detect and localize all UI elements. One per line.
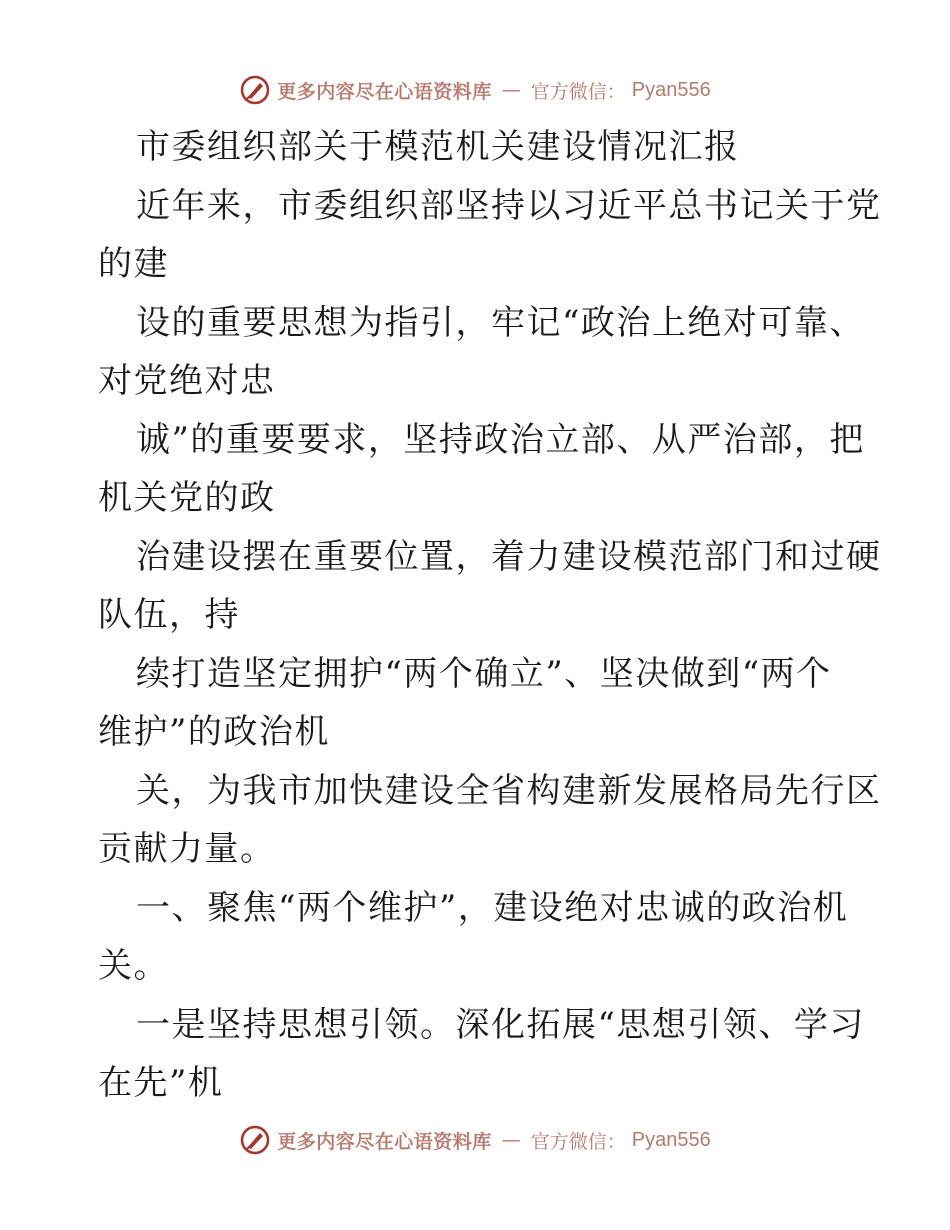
header-watermark bbox=[0, 70, 950, 110]
watermark-group bbox=[239, 1124, 711, 1156]
watermark-text: 更多内容尽在心语资料库 bbox=[277, 1130, 492, 1153]
watermark-wechat-label: 官方微信： bbox=[530, 80, 626, 103]
text-line: 关。 bbox=[98, 946, 169, 986]
text-line: 近年来，市委组织部坚持以习近平总书记关于党 bbox=[136, 185, 882, 226]
quill-circle-icon bbox=[239, 74, 271, 106]
watermark-group bbox=[239, 74, 711, 106]
document-body bbox=[98, 118, 882, 1113]
watermark-wechat-id: Pyan556 bbox=[631, 1128, 711, 1151]
watermark-separator: — bbox=[501, 1129, 521, 1151]
text-line: 一是坚持思想引领。深化拓展“思想引领、学习 bbox=[136, 1004, 865, 1045]
text-line: 诚”的重要要求，坚持政治立部、从严治部，把 bbox=[136, 419, 865, 460]
text-line: 对党绝对忠 bbox=[98, 361, 276, 401]
watermark-wechat-id: Pyan556 bbox=[631, 78, 711, 101]
text-line: 设的重要思想为指引，牢记“政治上绝对可靠、 bbox=[136, 302, 865, 343]
text-line: 维护”的政治机 bbox=[98, 712, 330, 752]
text-line: 在先”机 bbox=[98, 1063, 224, 1103]
footer-watermark bbox=[0, 1120, 950, 1160]
text-line: 贡献力量。 bbox=[98, 829, 276, 869]
document-title: 市委组织部关于模范机关建设情况汇报 bbox=[136, 127, 740, 167]
text-line: 机关党的政 bbox=[98, 478, 276, 518]
text-line: 关，为我市加快建设全省构建新发展格局先行区 bbox=[136, 770, 882, 811]
watermark-separator: — bbox=[501, 79, 521, 101]
text-line: 的建 bbox=[98, 244, 169, 284]
text-line: 续打造坚定拥护“两个确立”、坚决做到“两个 bbox=[136, 653, 832, 694]
watermark-wechat-label: 官方微信： bbox=[530, 1130, 626, 1153]
text-line: 治建设摆在重要位置，着力建设模范部门和过硬 bbox=[136, 536, 882, 577]
section-heading: 一、聚焦“两个维护”，建设绝对忠诚的政治机 bbox=[136, 887, 849, 928]
watermark-text: 更多内容尽在心语资料库 bbox=[277, 80, 492, 103]
text-line: 队伍，持 bbox=[98, 595, 240, 635]
quill-circle-icon bbox=[239, 1124, 271, 1156]
